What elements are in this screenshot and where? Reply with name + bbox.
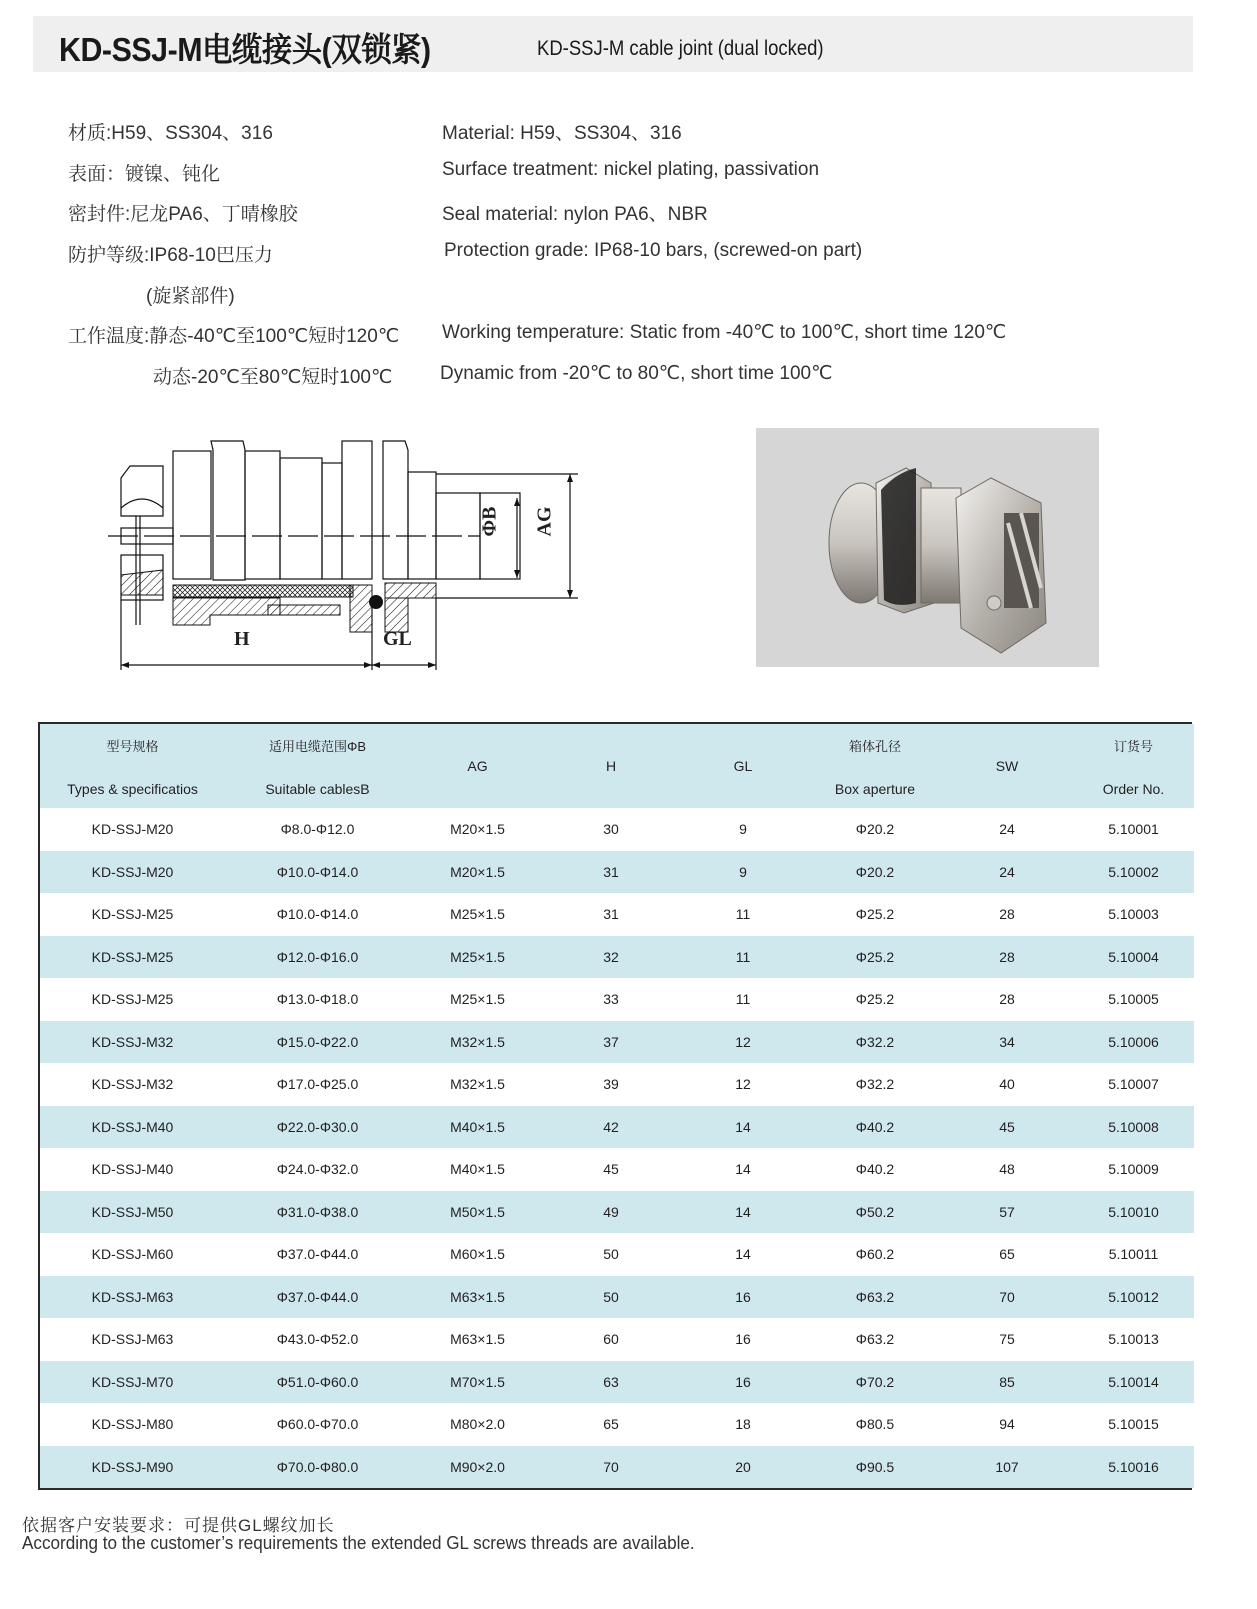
cell-gl: 14 bbox=[735, 1161, 751, 1178]
table-row bbox=[40, 978, 1194, 1021]
cell-order-no: 5.10002 bbox=[1108, 863, 1159, 880]
cell-box-aperture: Φ60.2 bbox=[855, 1246, 895, 1263]
table-row bbox=[40, 1233, 1194, 1276]
cell-ag: M63×1.5 bbox=[450, 1288, 505, 1305]
page-title: KD-SSJ-M电缆接头(双锁紧) bbox=[59, 31, 431, 68]
cell-box-aperture: Φ63.2 bbox=[855, 1288, 895, 1305]
table-row bbox=[40, 1318, 1194, 1361]
technical-drawing bbox=[100, 420, 580, 670]
cell-gl: 14 bbox=[735, 1246, 751, 1263]
cell-box-aperture: Φ63.2 bbox=[855, 1331, 895, 1348]
table-row bbox=[40, 936, 1194, 979]
cell-type: KD-SSJ-M25 bbox=[91, 948, 174, 965]
cell-type: KD-SSJ-M32 bbox=[91, 1033, 174, 1050]
cell-box-aperture: Φ25.2 bbox=[855, 991, 895, 1008]
cell-ag: M20×1.5 bbox=[450, 863, 505, 880]
table-header-row bbox=[40, 724, 1194, 808]
cell-order-no: 5.10003 bbox=[1108, 906, 1159, 923]
cell-order-no: 5.10005 bbox=[1108, 991, 1159, 1008]
cell-box-aperture: Φ70.2 bbox=[855, 1373, 895, 1390]
cell-ag: M63×1.5 bbox=[450, 1331, 505, 1348]
cell-gl: 9 bbox=[739, 821, 747, 838]
cable-joint-drawing bbox=[100, 420, 580, 670]
cell-cable-range: Φ12.0-Φ16.0 bbox=[276, 948, 359, 965]
cell-order-no: 5.10006 bbox=[1108, 1033, 1159, 1050]
cell-type: KD-SSJ-M40 bbox=[91, 1161, 174, 1178]
cell-order-no: 5.10010 bbox=[1108, 1203, 1159, 1220]
cell-h: 30 bbox=[603, 821, 619, 838]
cell-type: KD-SSJ-M32 bbox=[91, 1076, 174, 1093]
table-row bbox=[40, 893, 1194, 936]
cell-box-aperture: Φ80.5 bbox=[855, 1416, 895, 1433]
cell-h: 63 bbox=[603, 1373, 619, 1390]
cell-ag: M25×1.5 bbox=[450, 948, 505, 965]
cell-box-aperture: Φ25.2 bbox=[855, 906, 895, 923]
cell-cable-range: Φ31.0-Φ38.0 bbox=[276, 1203, 359, 1220]
cell-order-no: 5.10015 bbox=[1108, 1416, 1159, 1433]
cell-h: 31 bbox=[603, 906, 619, 923]
product-photo bbox=[756, 428, 1099, 667]
cell-sw: 24 bbox=[999, 821, 1015, 838]
cell-cable-range: Φ24.0-Φ32.0 bbox=[276, 1161, 359, 1178]
cell-type: KD-SSJ-M80 bbox=[91, 1416, 174, 1433]
cell-gl: 14 bbox=[735, 1203, 751, 1220]
spec-protection-note-cn: (旋紧部件) bbox=[146, 286, 235, 307]
cell-ag: M40×1.5 bbox=[450, 1161, 505, 1178]
table-row bbox=[40, 1148, 1194, 1191]
dim-label-ag: AG bbox=[533, 506, 556, 537]
cell-sw: 34 bbox=[999, 1033, 1015, 1050]
table-row bbox=[40, 1191, 1194, 1234]
cell-cable-range: Φ15.0-Φ22.0 bbox=[276, 1033, 359, 1050]
cell-sw: 75 bbox=[999, 1331, 1015, 1348]
cell-h: 33 bbox=[603, 991, 619, 1008]
cell-order-no: 5.10012 bbox=[1108, 1288, 1159, 1305]
cell-cable-range: Φ51.0-Φ60.0 bbox=[276, 1373, 359, 1390]
cell-cable-range: Φ60.0-Φ70.0 bbox=[276, 1416, 359, 1433]
col-header-type: 型号规格 Types & specificatios bbox=[67, 738, 198, 797]
cell-h: 39 bbox=[603, 1076, 619, 1093]
cell-ag: M90×2.0 bbox=[450, 1458, 505, 1475]
cell-sw: 28 bbox=[999, 906, 1015, 923]
cell-box-aperture: Φ90.5 bbox=[855, 1458, 895, 1475]
table-row bbox=[40, 851, 1194, 894]
spec-temp-static-en: Working temperature: Static from -40℃ to 100℃, short time 120℃ bbox=[442, 322, 1007, 343]
cell-sw: 65 bbox=[999, 1246, 1015, 1263]
col-header-cable-range: 适用电缆范围ΦB Suitable cablesB bbox=[265, 738, 370, 797]
cell-gl: 11 bbox=[735, 906, 751, 923]
cell-type: KD-SSJ-M63 bbox=[91, 1288, 174, 1305]
cell-h: 37 bbox=[603, 1033, 619, 1050]
cell-type: KD-SSJ-M63 bbox=[91, 1331, 174, 1348]
col-header-ag: AG bbox=[467, 758, 488, 774]
cell-h: 32 bbox=[603, 948, 619, 965]
spec-table bbox=[38, 722, 1192, 1490]
cell-cable-range: Φ17.0-Φ25.0 bbox=[276, 1076, 359, 1093]
cell-order-no: 5.10016 bbox=[1108, 1458, 1159, 1475]
col-header-h: H bbox=[605, 758, 617, 774]
cell-order-no: 5.10011 bbox=[1108, 1246, 1159, 1263]
cell-gl: 14 bbox=[735, 1118, 751, 1135]
cell-sw: 24 bbox=[999, 863, 1015, 880]
cell-type: KD-SSJ-M25 bbox=[91, 991, 174, 1008]
cell-gl: 12 bbox=[735, 1033, 751, 1050]
cell-cable-range: Φ8.0-Φ12.0 bbox=[280, 821, 355, 838]
cell-ag: M25×1.5 bbox=[450, 991, 505, 1008]
cell-sw: 40 bbox=[999, 1076, 1015, 1093]
cell-gl: 20 bbox=[735, 1458, 751, 1475]
cell-sw: 45 bbox=[999, 1118, 1015, 1135]
cell-h: 70 bbox=[603, 1458, 619, 1475]
cell-box-aperture: Φ40.2 bbox=[855, 1161, 895, 1178]
spec-seal-cn: 密封件:尼龙PA6、丁晴橡胶 bbox=[68, 204, 298, 225]
cell-gl: 16 bbox=[735, 1288, 751, 1305]
cell-type: KD-SSJ-M70 bbox=[91, 1373, 174, 1390]
col-header-order-no: 订货号 Order No. bbox=[1102, 738, 1165, 797]
dim-label-gl: GL bbox=[383, 628, 412, 650]
spec-temp-static-cn: 工作温度:静态-40℃至100℃短时120℃ bbox=[68, 326, 400, 347]
col-header-gl: GL bbox=[733, 758, 753, 774]
cell-box-aperture: Φ50.2 bbox=[855, 1203, 895, 1220]
dim-label-h: H bbox=[234, 628, 250, 650]
cell-h: 60 bbox=[603, 1331, 619, 1348]
cell-sw: 57 bbox=[999, 1203, 1015, 1220]
spec-surface-cn: 表面：镀镍、钝化 bbox=[68, 164, 221, 185]
cell-ag: M25×1.5 bbox=[450, 906, 505, 923]
cell-ag: M80×2.0 bbox=[450, 1416, 505, 1433]
spec-protection-en: Protection grade: IP68-10 bars, (screwed-on part) bbox=[444, 240, 863, 261]
cell-type: KD-SSJ-M50 bbox=[91, 1203, 174, 1220]
cell-ag: M70×1.5 bbox=[450, 1373, 505, 1390]
table-row bbox=[40, 1361, 1194, 1404]
col-header-box-aperture: 箱体孔径 Box aperture bbox=[834, 738, 916, 797]
cell-order-no: 5.10014 bbox=[1108, 1373, 1159, 1390]
spec-material-en: Material: H59、SS304、316 bbox=[442, 123, 682, 144]
cell-cable-range: Φ10.0-Φ14.0 bbox=[276, 863, 359, 880]
cell-order-no: 5.10008 bbox=[1108, 1118, 1159, 1135]
table-row bbox=[40, 1276, 1194, 1319]
cell-order-no: 5.10001 bbox=[1108, 821, 1159, 838]
cell-sw: 85 bbox=[999, 1373, 1015, 1390]
cell-cable-range: Φ70.0-Φ80.0 bbox=[276, 1458, 359, 1475]
cell-ag: M32×1.5 bbox=[450, 1076, 505, 1093]
cell-gl: 9 bbox=[739, 863, 747, 880]
title-bar bbox=[33, 16, 1193, 72]
cell-order-no: 5.10007 bbox=[1108, 1076, 1159, 1093]
cell-sw: 94 bbox=[999, 1416, 1015, 1433]
col-header-sw: SW bbox=[995, 758, 1019, 774]
cell-gl: 12 bbox=[735, 1076, 751, 1093]
cell-cable-range: Φ10.0-Φ14.0 bbox=[276, 906, 359, 923]
spec-temp-dynamic-en: Dynamic from -20℃ to 80℃, short time 100℃ bbox=[440, 363, 833, 384]
cell-type: KD-SSJ-M20 bbox=[91, 863, 174, 880]
footer-note-cn: 依据客户安装要求：可提供GL螺纹加长 bbox=[22, 1516, 335, 1535]
page-subtitle: KD-SSJ-M cable joint (dual locked) bbox=[537, 37, 824, 60]
cell-box-aperture: Φ25.2 bbox=[855, 948, 895, 965]
cell-ag: M50×1.5 bbox=[450, 1203, 505, 1220]
table-row bbox=[40, 1063, 1194, 1106]
cell-h: 50 bbox=[603, 1246, 619, 1263]
cell-cable-range: Φ43.0-Φ52.0 bbox=[276, 1331, 359, 1348]
cell-h: 45 bbox=[603, 1161, 619, 1178]
cell-cable-range: Φ37.0-Φ44.0 bbox=[276, 1246, 359, 1263]
spec-temp-dynamic-cn: 动态-20℃至80℃短时100℃ bbox=[153, 367, 393, 388]
o-ring bbox=[369, 595, 383, 609]
cell-gl: 11 bbox=[735, 991, 751, 1008]
spec-surface-en: Surface treatment: nickel plating, passivation bbox=[442, 159, 820, 180]
cell-ag: M32×1.5 bbox=[450, 1033, 505, 1050]
spec-seal-en: Seal material: nylon PA6、NBR bbox=[442, 204, 708, 225]
cell-h: 31 bbox=[603, 863, 619, 880]
cell-sw: 48 bbox=[999, 1161, 1015, 1178]
table-row bbox=[40, 808, 1194, 851]
cell-h: 49 bbox=[603, 1203, 619, 1220]
table-row bbox=[40, 1021, 1194, 1064]
cell-ag: M20×1.5 bbox=[450, 821, 505, 838]
table-row bbox=[40, 1446, 1194, 1489]
cell-sw: 28 bbox=[999, 991, 1015, 1008]
cell-cable-range: Φ13.0-Φ18.0 bbox=[276, 991, 359, 1008]
cell-sw: 70 bbox=[999, 1288, 1015, 1305]
cell-order-no: 5.10009 bbox=[1108, 1161, 1159, 1178]
cell-ag: M40×1.5 bbox=[450, 1118, 505, 1135]
table-row bbox=[40, 1106, 1194, 1149]
cell-sw: 107 bbox=[995, 1458, 1019, 1475]
cell-box-aperture: Φ20.2 bbox=[855, 821, 895, 838]
cell-box-aperture: Φ20.2 bbox=[855, 863, 895, 880]
cell-order-no: 5.10004 bbox=[1108, 948, 1159, 965]
cell-h: 50 bbox=[603, 1288, 619, 1305]
cell-box-aperture: Φ40.2 bbox=[855, 1118, 895, 1135]
table-row bbox=[40, 1403, 1194, 1446]
cell-h: 65 bbox=[603, 1416, 619, 1433]
cell-box-aperture: Φ32.2 bbox=[855, 1076, 895, 1093]
cell-type: KD-SSJ-M25 bbox=[91, 906, 174, 923]
spec-protection-cn: 防护等级:IP68-10巴压力 bbox=[68, 245, 273, 266]
cell-gl: 16 bbox=[735, 1373, 751, 1390]
cell-cable-range: Φ37.0-Φ44.0 bbox=[276, 1288, 359, 1305]
cell-box-aperture: Φ32.2 bbox=[855, 1033, 895, 1050]
cell-ag: M60×1.5 bbox=[450, 1246, 505, 1263]
cell-order-no: 5.10013 bbox=[1108, 1331, 1159, 1348]
cell-cable-range: Φ22.0-Φ30.0 bbox=[276, 1118, 359, 1135]
spec-material-cn: 材质:H59、SS304、316 bbox=[68, 123, 273, 144]
cell-gl: 18 bbox=[735, 1416, 751, 1433]
cell-h: 42 bbox=[603, 1118, 619, 1135]
cell-sw: 28 bbox=[999, 948, 1015, 965]
cell-type: KD-SSJ-M90 bbox=[91, 1458, 174, 1475]
footer-note-en: According to the customer’s requirements the extended GL screws threads are available. bbox=[22, 1533, 695, 1553]
dim-label-phi-b: ΦB bbox=[478, 506, 501, 537]
cell-type: KD-SSJ-M20 bbox=[91, 821, 174, 838]
cell-gl: 16 bbox=[735, 1331, 751, 1348]
cable-joint-image bbox=[756, 428, 1099, 667]
cell-type: KD-SSJ-M40 bbox=[91, 1118, 174, 1135]
cell-type: KD-SSJ-M60 bbox=[91, 1246, 174, 1263]
cell-gl: 11 bbox=[735, 948, 751, 965]
